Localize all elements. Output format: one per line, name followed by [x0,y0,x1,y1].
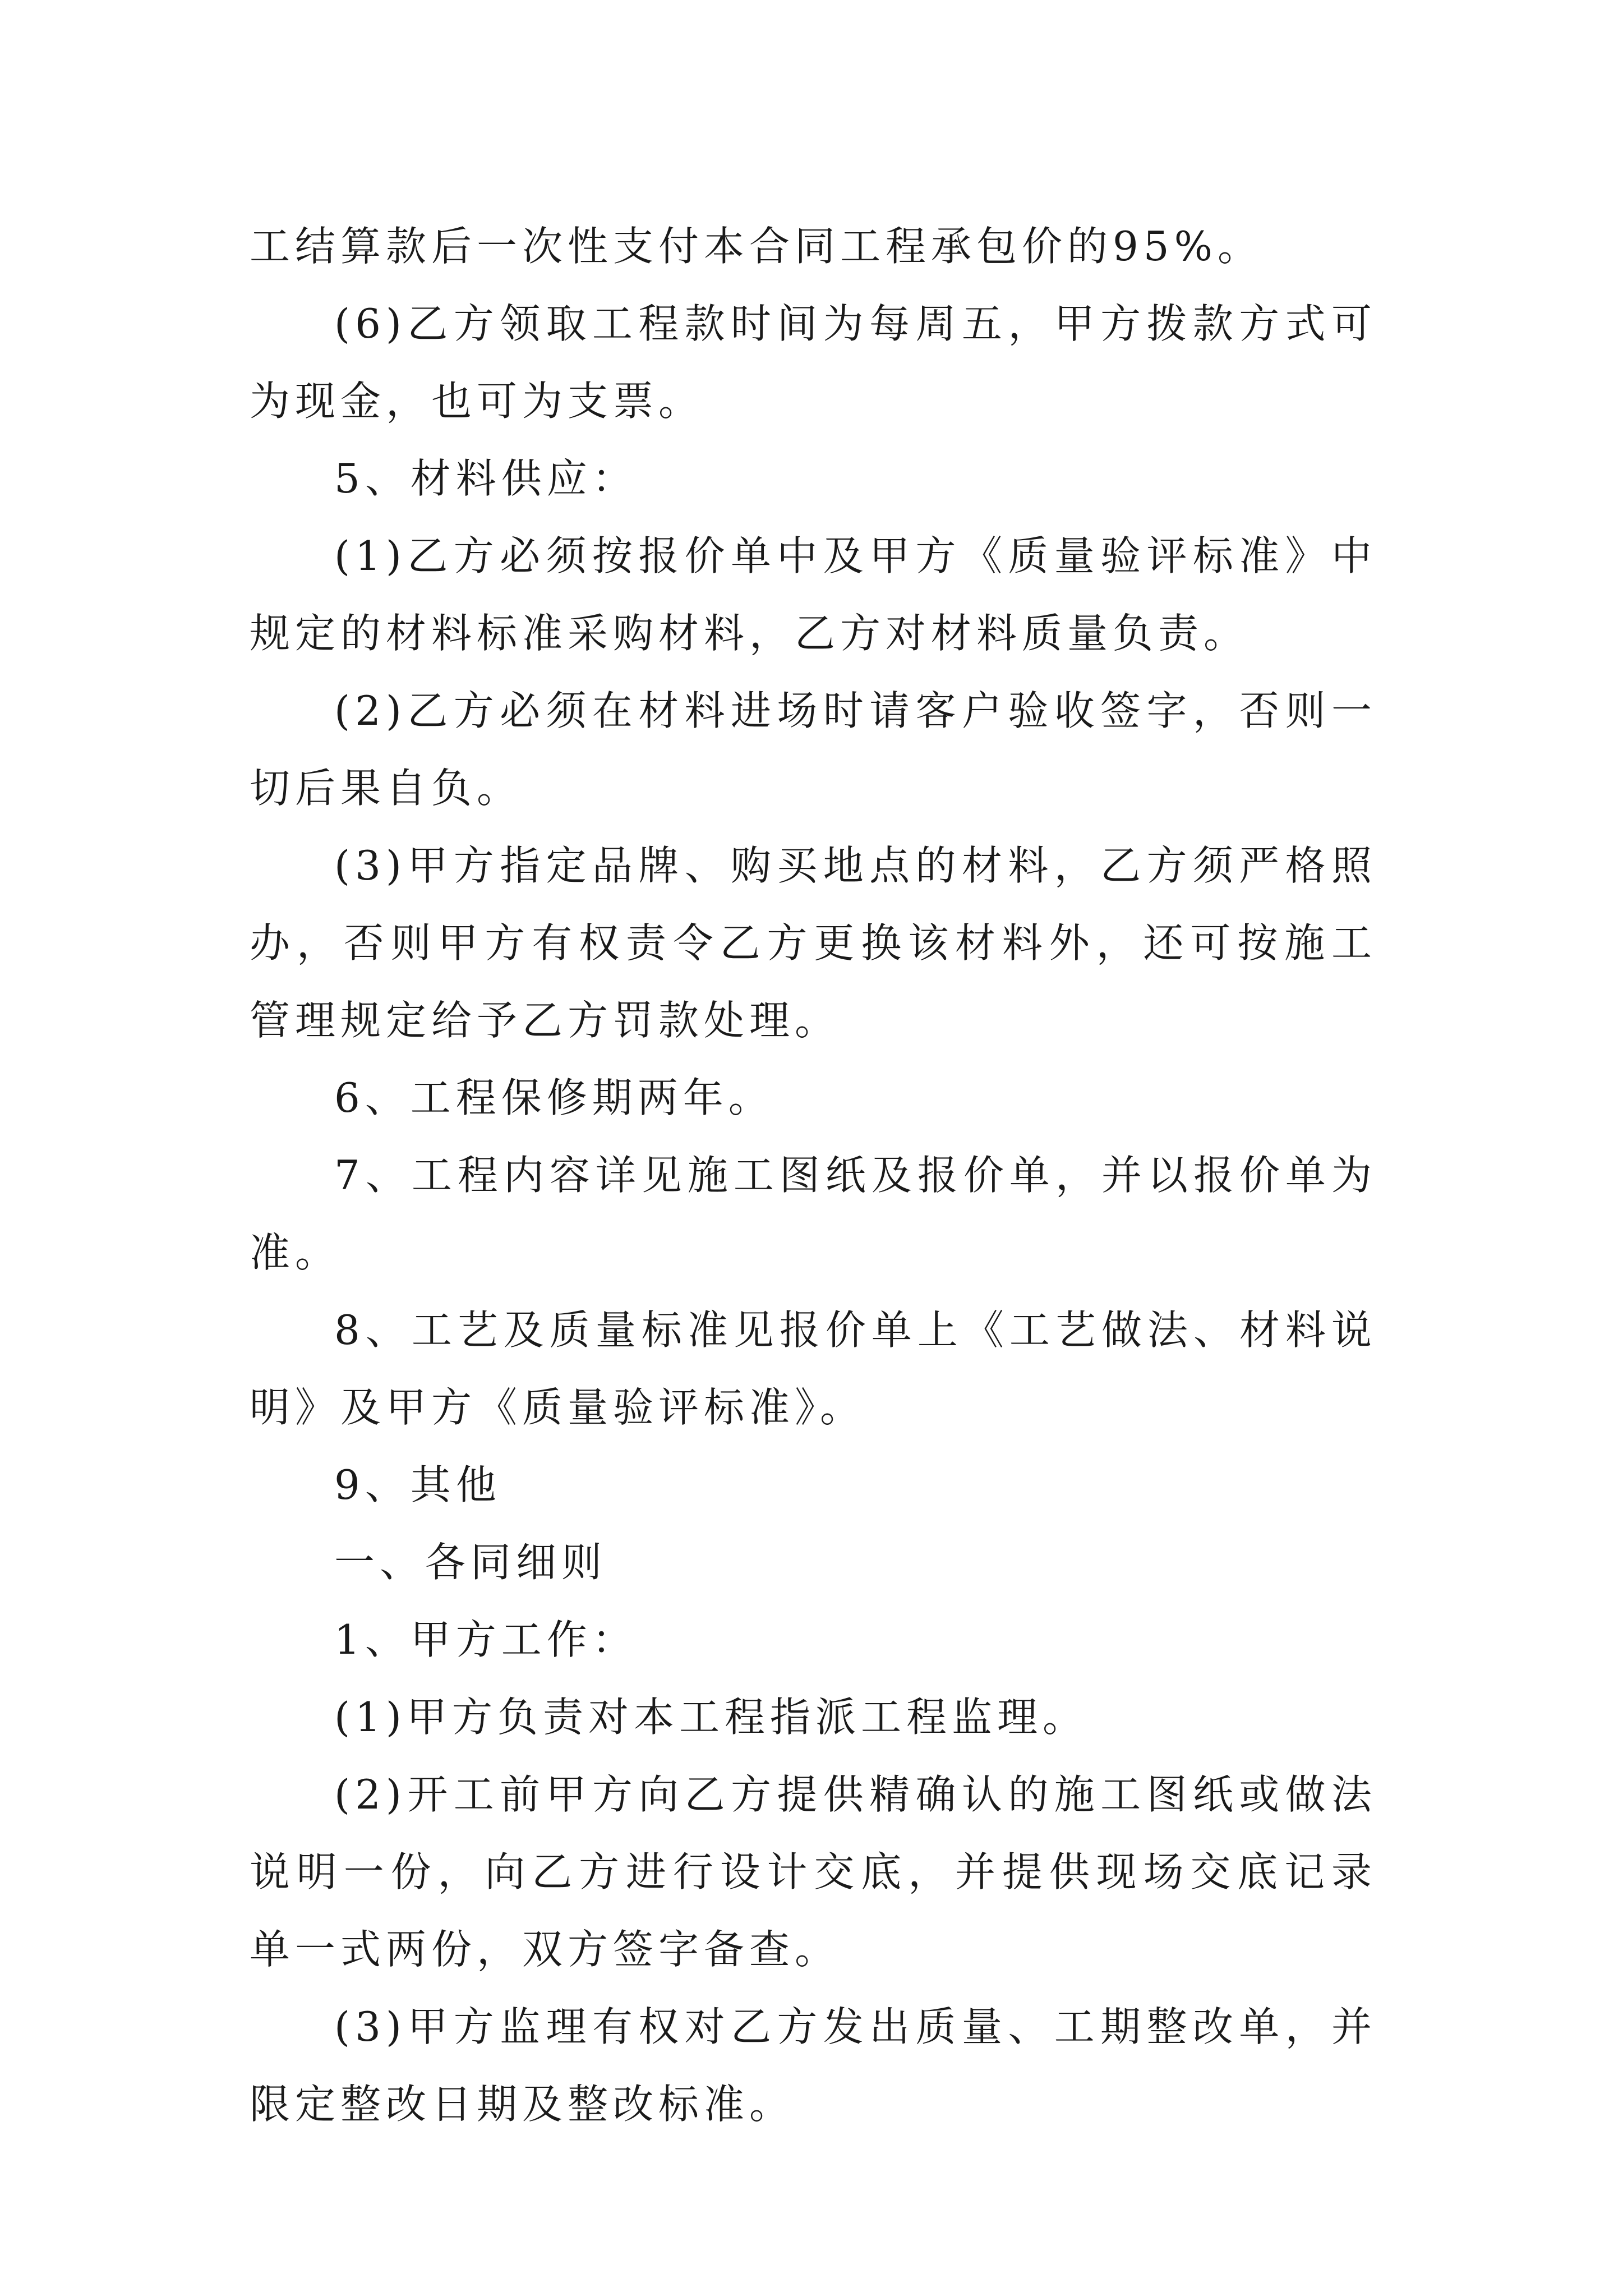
paragraph-warranty: 6、工程保修期两年。 [334,1074,774,1121]
document-page [250,208,1377,2143]
paragraph-duty-1: (1)甲方负责对本工程指派工程监理。 [334,1694,1088,1741]
paragraph-material-clause-3: (3)甲方指定品牌、购买地点的材料，乙方须严格照办，否则甲方有权责令乙方更换该材料外，还可按施工管理规定给予乙方罚款处理。 [250,842,1377,1044]
paragraph-duty-2: (2)开工前甲方向乙方提供精确认的施工图纸或做法说明一份，向乙方进行设计交底，并提供现场交底记录单一式两份，双方签字备查。 [250,1771,1377,1973]
paragraph-duty-3: (3)甲方监理有权对乙方发出质量、工期整改单，并限定整改日期及整改标准。 [250,2003,1377,2128]
heading-contract-details: 一、各同细则 [334,1539,607,1586]
heading-other: 9、其他 [334,1461,501,1508]
paragraph-clause-6-payment-schedule: (6)乙方领取工程款时间为每周五，甲方拨款方式可为现金，也可为支票。 [250,300,1377,425]
paragraph-payment-continuation: 工结算款后一次性支付本合同工程承包价的95%。 [250,223,1264,270]
paragraph-material-clause-2: (2)乙方必须在材料进场时请客户验收签字，否则一切后果自负。 [250,687,1377,812]
heading-material-supply: 5、材料供应： [334,455,638,502]
paragraph-scope: 7、工程内容详见施工图纸及报价单，并以报价单为准。 [250,1152,1377,1276]
paragraph-quality-standard: 8、工艺及质量标准见报价单上《工艺做法、材料说明》及甲方《质量验评标准》。 [250,1306,1377,1431]
paragraph-material-clause-1: (1)乙方必须按报价单中及甲方《质量验评标准》中规定的材料标准采购材料，乙方对材料质量负责。 [250,532,1377,657]
heading-party-a-duties: 1、甲方工作： [334,1616,638,1663]
